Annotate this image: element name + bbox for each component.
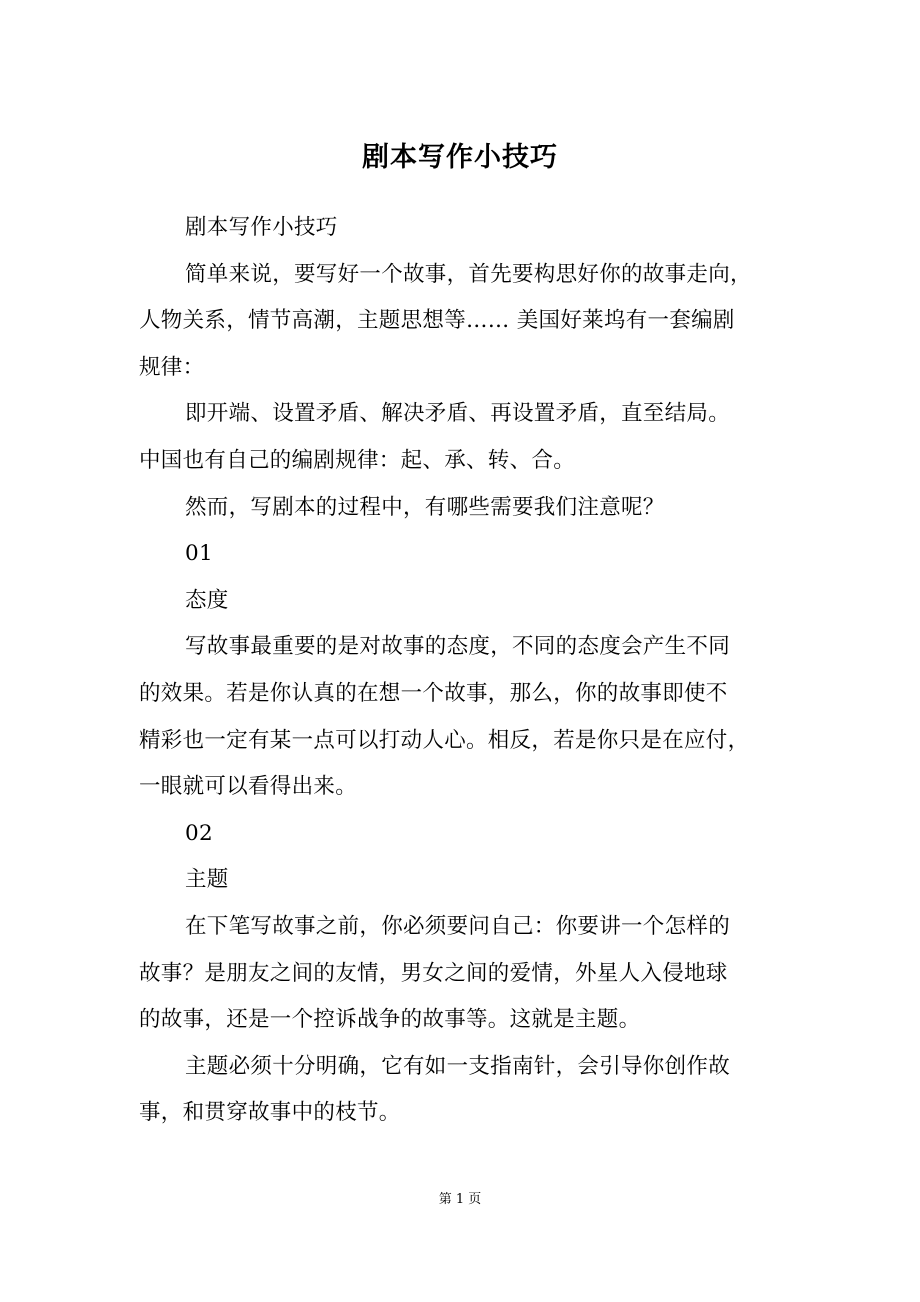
paragraph-theme-line-2: 故事？是朋友之间的友情，男女之间的爱情，外星人入侵地球 xyxy=(139,960,728,986)
paragraph-theme2-line-1: 主题必须十分明确，它有如一支指南针，会引导你创作故 xyxy=(185,1053,731,1079)
paragraph-attitude-line-1: 写故事最重要的是对故事的态度，不同的态度会产生不同 xyxy=(185,634,731,660)
paragraph-rules-line-1: 即开端、设置矛盾、解决矛盾、再设置矛盾，直至结局。 xyxy=(185,401,731,427)
document-title: 剧本写作小技巧 xyxy=(362,142,558,173)
paragraph-theme-line-3: 的故事，还是一个控诉战争的故事等。这就是主题。 xyxy=(139,1007,641,1033)
paragraph-theme-line-1: 在下笔写故事之前，你必须要问自己：你要讲一个怎样的 xyxy=(185,913,731,939)
paragraph-attitude-line-4: 一眼就可以看得出来。 xyxy=(139,774,358,800)
page-number-footer: 第 1 页 xyxy=(438,1192,482,1207)
section-number-02: 02 xyxy=(185,820,213,846)
section-number-01: 01 xyxy=(185,541,213,567)
paragraph-attitude-line-2: 的效果。若是你认真的在想一个故事，那么，你的故事即使不 xyxy=(139,680,728,706)
section-heading-theme: 主题 xyxy=(185,867,229,893)
paragraph-rules-line-2: 中国也有自己的编剧规律：起、承、转、合。 xyxy=(139,447,576,473)
paragraph-question: 然而，写剧本的过程中，有哪些需要我们注意呢？ xyxy=(185,494,665,520)
paragraph-subtitle: 剧本写作小技巧 xyxy=(185,215,338,240)
paragraph-intro-line-1: 简单来说，要写好一个故事，首先要构思好你的故事走向， xyxy=(185,261,752,287)
document-body xyxy=(139,205,779,1137)
paragraph-intro-line-2: 人物关系，情节高潮，主题思想等…… 美国好莱坞有一套编剧 xyxy=(139,308,735,334)
paragraph-attitude-line-3: 精彩也一定有某一点可以打动人心。相反，若是你只是在应付， xyxy=(139,727,750,753)
paragraph-intro-line-3: 规律： xyxy=(139,354,205,380)
section-heading-attitude: 态度 xyxy=(185,587,229,613)
paragraph-theme2-line-2: 事，和贯穿故事中的枝节。 xyxy=(139,1100,401,1126)
